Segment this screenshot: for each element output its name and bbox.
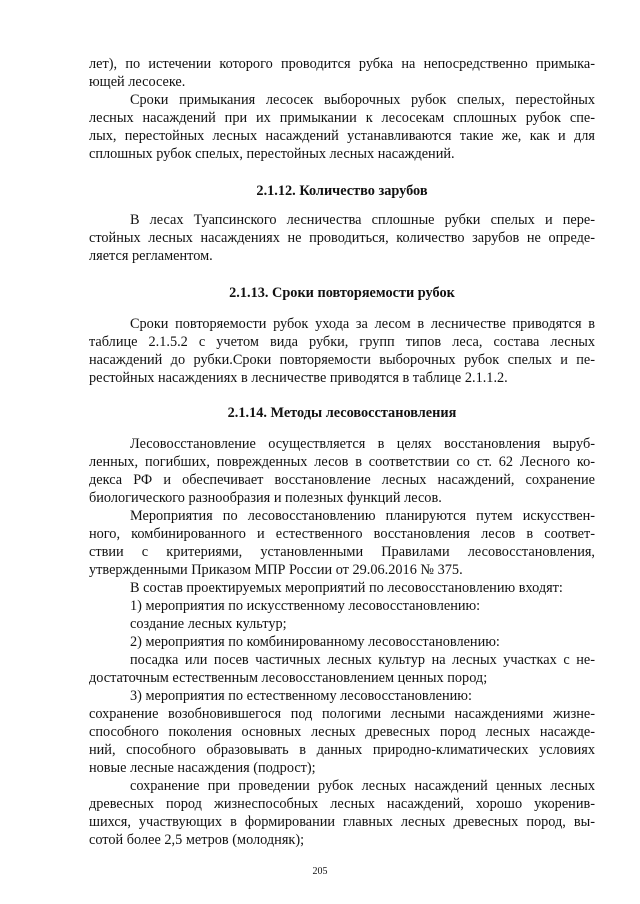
text-line: достаточным естественным лесовосстановлением ценных пород; bbox=[89, 670, 488, 686]
text-line: Мероприятия по лесовосстановлению планируются путем искусствен- bbox=[130, 508, 595, 524]
text-line: ляется регламентом. bbox=[89, 248, 213, 264]
text-line: сплошных рубок спелых, перестойных лесных насаждений. bbox=[89, 146, 455, 162]
text-line: ний, способного образовывать в данных природно-климатических условиях bbox=[89, 742, 595, 758]
section-heading: 2.1.12. Количество зарубов bbox=[256, 183, 428, 199]
text-line: В состав проектируемых мероприятий по лесовосстановлению входят: bbox=[130, 580, 563, 596]
text-line: сохранение возобновившегося под пологими лесными насаждениями жизне- bbox=[89, 706, 595, 722]
text-line: новые лесные насаждения (подрост); bbox=[89, 760, 316, 776]
text-line: таблице 2.1.5.2 с учетом вида рубки, групп типов леса, состава лесных bbox=[89, 334, 595, 350]
text-line: посадка или посев частичных лесных культур на лесных участках с не- bbox=[130, 652, 595, 668]
text-line: лесных насаждений при их примыкании к лесосекам сплошных рубок спе- bbox=[89, 110, 595, 126]
text-line: сохранение при проведении рубок лесных насаждений ценных лесных bbox=[130, 778, 595, 794]
text-line: лет), по истечении которого проводится рубка на непосредственно примыка- bbox=[89, 56, 595, 72]
text-line: создание лесных культур; bbox=[130, 616, 287, 632]
text-line: 3) мероприятия по естественному лесовосстановлению: bbox=[130, 688, 472, 704]
text-line: биологического разнообразия и полезных функций лесов. bbox=[89, 490, 442, 506]
text-line: ствии с критериями, установленными Правилами лесовосстановления, bbox=[89, 544, 595, 560]
text-line: утвержденными Приказом МПР России от 29.06.2016 № 375. bbox=[89, 562, 463, 578]
text-line: ленных, погибших, поврежденных лесов в соответствии со ст. 62 Лесного ко- bbox=[89, 454, 595, 470]
text-line: 1) мероприятия по искусственному лесовосстановлению: bbox=[130, 598, 481, 614]
text-line: В лесах Туапсинского лесничества сплошные рубки спелых и пере- bbox=[130, 212, 595, 228]
text-line: ного, комбинированного и естественного восстановления лесов в соответ- bbox=[89, 526, 595, 542]
text-line: сотой более 2,5 метров (молодняк); bbox=[89, 832, 305, 848]
text-line: рестойных насаждениях в лесничестве приводятся в таблице 2.1.1.2. bbox=[89, 370, 508, 386]
text-line: лых, перестойных лесных насаждений устанавливаются такие же, как и для bbox=[89, 128, 595, 144]
text-line: 2) мероприятия по комбинированному лесовосстановлению: bbox=[130, 634, 500, 650]
text-line: шихся, участвующих в формировании главных лесных древесных пород, вы- bbox=[89, 814, 595, 830]
text-line: насаждений до рубки.Сроки повторяемости выборочных рубок спелых и пе- bbox=[89, 352, 595, 368]
text-line: ющей лесосеке. bbox=[89, 74, 186, 90]
text-line: Сроки повторяемости рубок ухода за лесом в лесничестве приводятся в bbox=[130, 316, 595, 332]
section-heading: 2.1.14. Методы лесовосстановления bbox=[227, 405, 457, 421]
text-line: Сроки примыкания лесосек выборочных рубок спелых, перестойных bbox=[130, 92, 595, 108]
section-heading: 2.1.13. Сроки повторяемости рубок bbox=[229, 285, 455, 301]
text-line: древесных пород жизнеспособных лесных насаждений, хорошо укоренив- bbox=[89, 796, 595, 812]
text-line: стойных лесных насаждениях не проводиться, количество зарубов не опреде- bbox=[89, 230, 595, 246]
text-line: Лесовосстановление осуществляется в целях восстановления выруб- bbox=[130, 436, 595, 452]
text-line: декса РФ и обеспечивает восстановление лесных насаждений, сохранение bbox=[89, 472, 595, 488]
text-line: способного поколения основных лесных древесных пород лесных насажде- bbox=[89, 724, 595, 740]
page-number: 205 bbox=[312, 866, 328, 877]
